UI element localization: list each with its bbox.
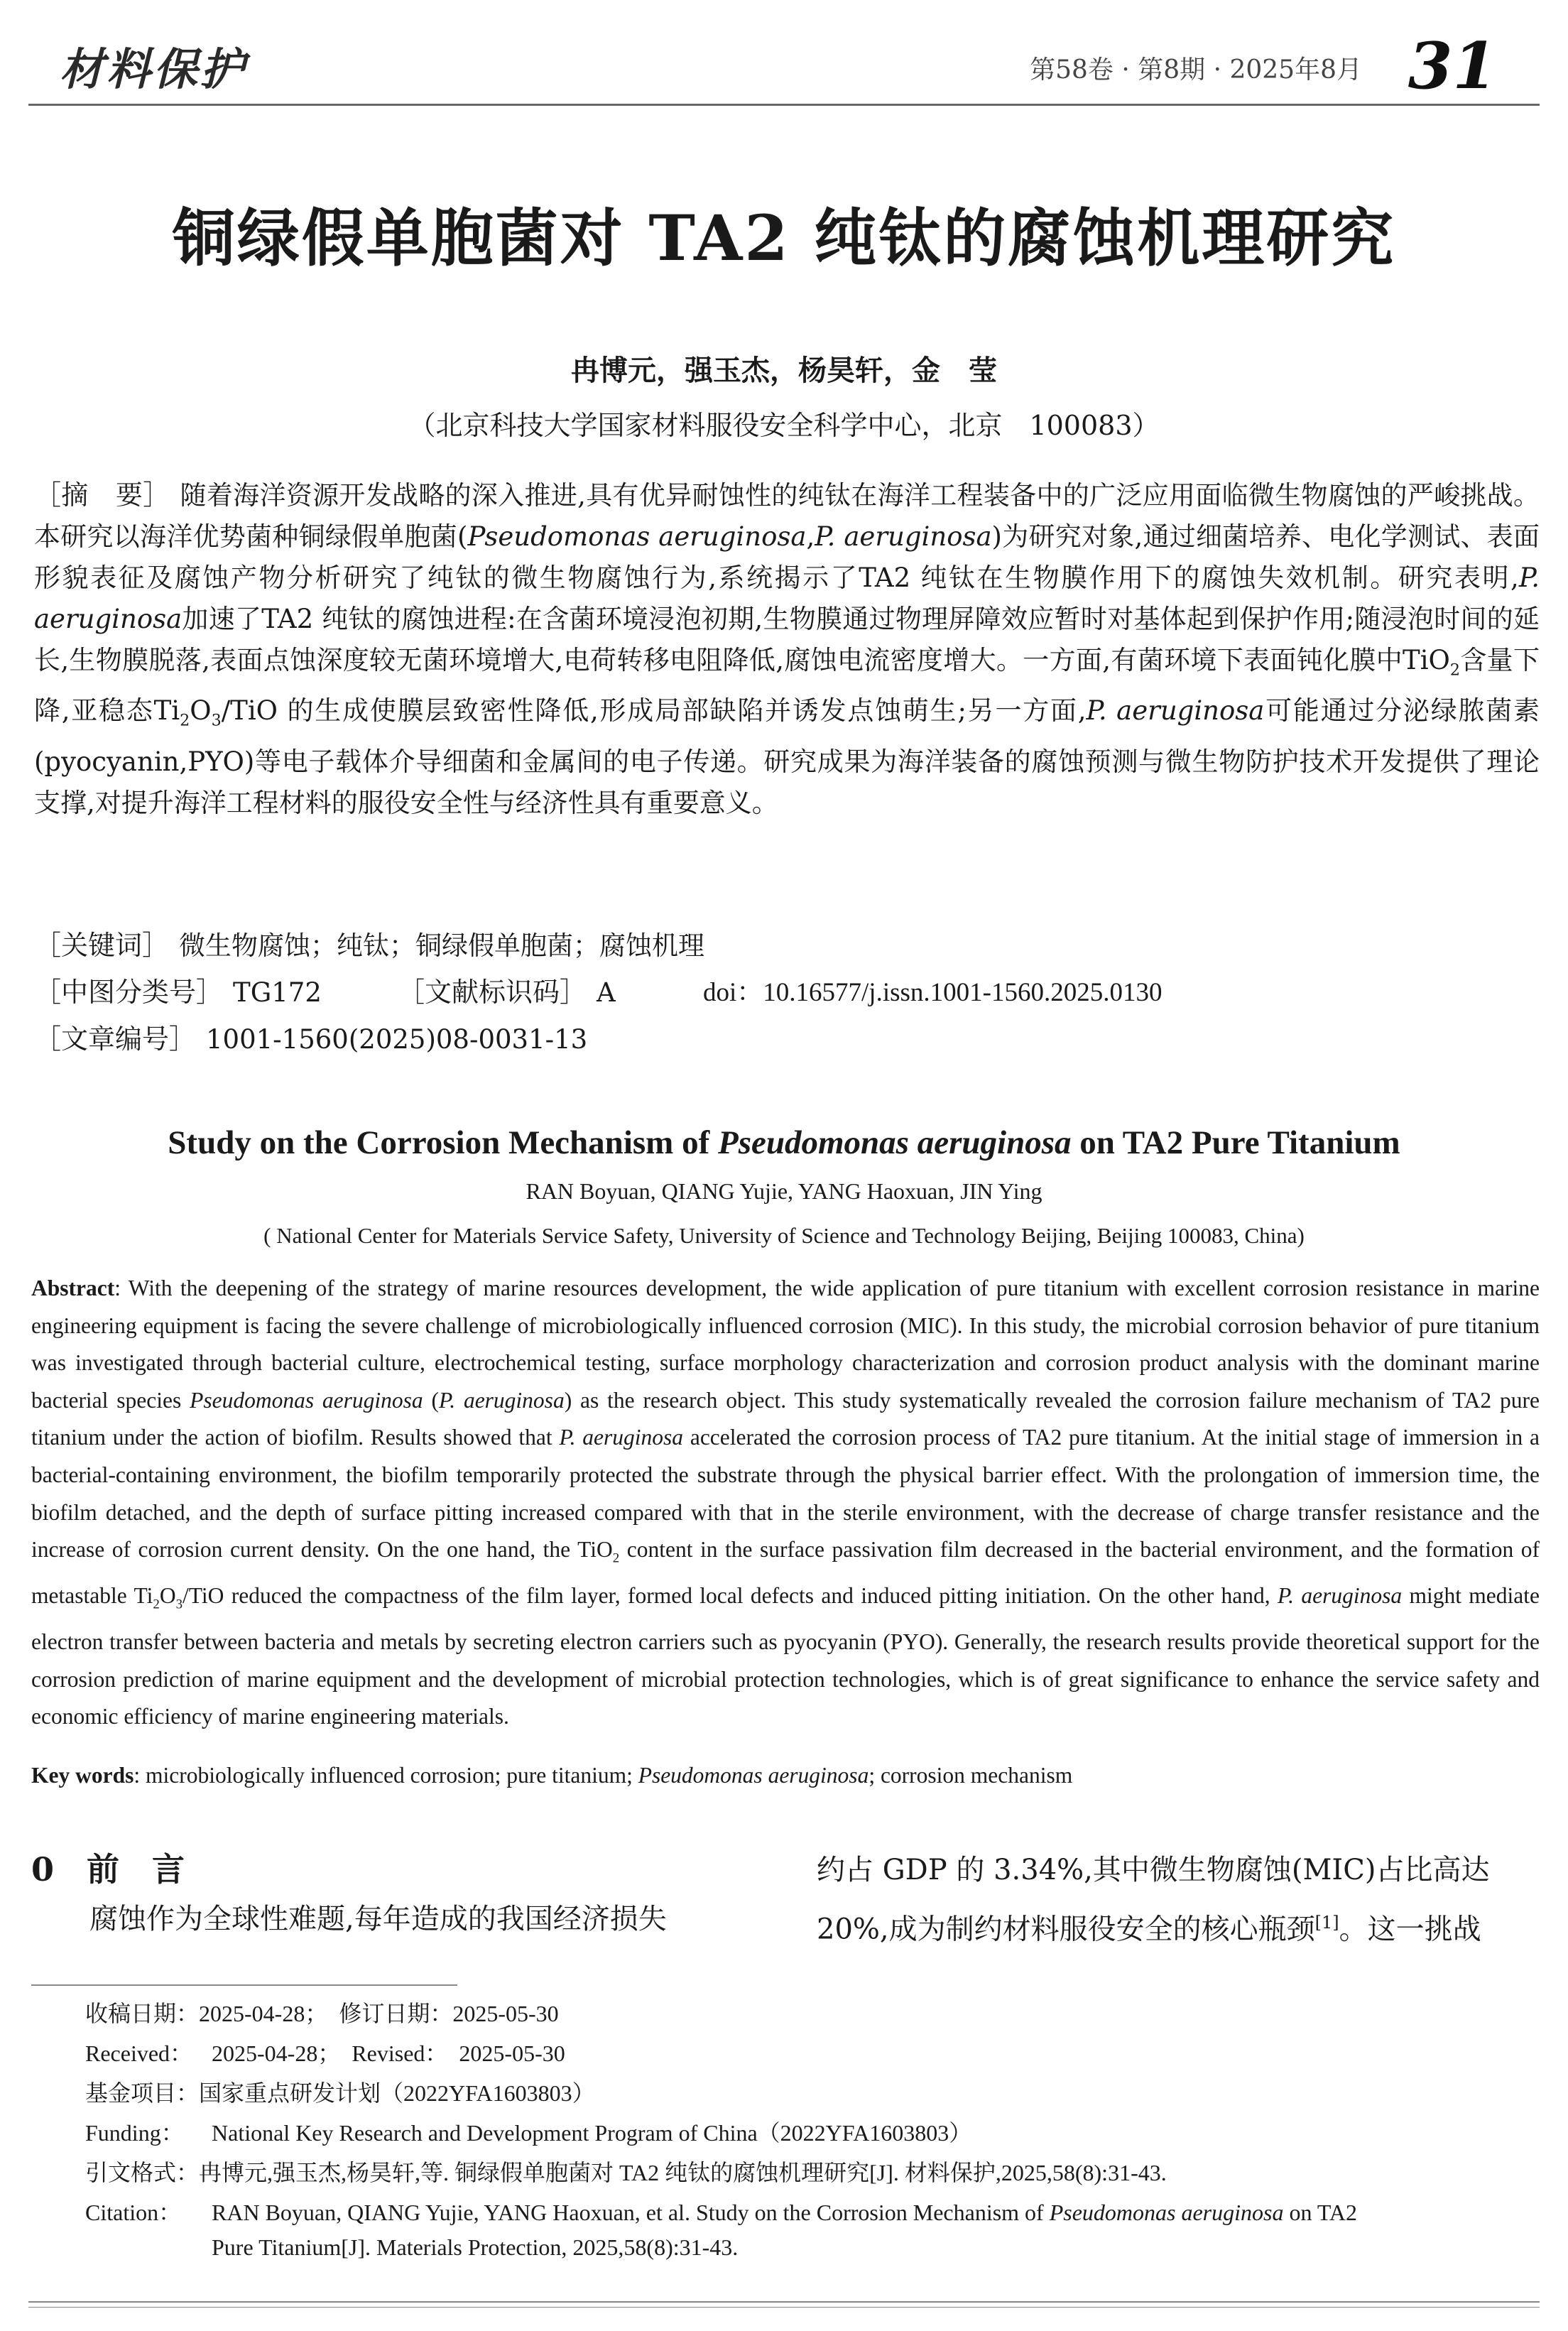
- abstract-cn-label: ［摘 要］: [34, 479, 170, 511]
- doc-code-label: ［文献标识码］: [398, 977, 587, 1008]
- intro-text-right: 约占 GDP 的 3.34%,其中微生物腐蚀(MIC)占比高达 20%,成为制约材料服役安全的核心瓶颈[1]。这一挑战: [817, 1854, 1490, 1946]
- keywords-en-label: Key words: [31, 1763, 134, 1788]
- affiliation-cn: （北京科技大学国家材料服役安全科学中心，北京 100083）: [408, 410, 1160, 441]
- page-number: 31: [1408, 28, 1497, 104]
- abstract-cn: ［摘 要］ 随着海洋资源开发战略的深入推进,具有优异耐蚀性的纯钛在海洋工程装备中的广泛应用面临微生物腐蚀的严峻挑战。本研究以海洋优势菌种铜绿假单胞菌(Pseudomonas aeruginosa,P. aeruginosa)为研究对象,通过细菌培养、电化学测试、表面形貌表征及腐蚀产物分析研究了纯钛的微生物腐蚀行为,系统揭示了TA2 纯钛在生物膜作用下的腐蚀失效机制。研究表明,P. aeruginosa加速了TA2 纯钛的腐蚀进程:在含菌环境浸泡初期,生物膜通过物理屏障效应暂时对基体起到保护作用;随浸泡时间的延长,生物膜脱落,表面点蚀深度较无菌环境增大,电荷转移电阻降低,腐蚀电流密度增大。一方面,有菌环境下表面钝化膜中TiO$_2$含量下降,亚稳态$Ti_2O_3$/TiO 的生成使膜层致密性降低,形成局部缺陷并诱发点蚀萌生;另一方面,P. aeruginosa可能通过分泌绿脓菌素(pyocyanin,PYO)等电子载体介导细菌和金属间的电子传递。研究成果为海洋装备的腐蚀预测与微生物防护技术开发提供了理论支撑,对提升海洋工程材料的服役安全性与经济性具有重要意义。: [34, 479, 1540, 818]
- keywords-en: Key words: microbiologically influenced corrosion; pure titanium; Pseudomonas aeruginosa; corrosion mechanism: [31, 1763, 1073, 1788]
- clc-label: ［中图分类号］: [34, 977, 224, 1008]
- header-rule: [28, 104, 1540, 106]
- footnote-rule: [31, 1984, 457, 1986]
- authors-en: RAN Boyuan, QIANG Yujie, YANG Haoxuan, JIN Ying: [526, 1178, 1042, 1204]
- authors-cn: 冉博元，强玉杰，杨昊轩，金 莹: [571, 354, 997, 387]
- doi[interactable]: doi：10.16577/j.issn.1001-1560.2025.0130: [703, 978, 1163, 1007]
- funding-cn: 基金项目：国家重点研发计划（2022YFA1603803）: [85, 2080, 595, 2106]
- affiliation-en: ( National Center for Materials Service Safety, University of Science and Technology Beijing, Beijing 100083, China): [263, 1223, 1305, 1248]
- citation-ref[interactable]: [1]: [1314, 1913, 1339, 1933]
- article-number-label: ［文章编号］: [34, 1023, 197, 1055]
- classification-cn: [34, 970, 322, 1009]
- abstract-en-label: Abstract: [31, 1276, 115, 1300]
- footer-rule-thin: [28, 2307, 1540, 2308]
- footer-rule: [28, 2301, 1540, 2303]
- article-number-cn: [34, 1017, 587, 1056]
- issue-info: 第58卷 · 第8期 · 2025年8月: [1030, 55, 1362, 85]
- abstract-en: Abstract: With the deepening of the strategy of marine resources development, the wide application of pure titanium with excellent corrosion resistance in marine engineering equipment is facing the severe challenge of microbiologically influenced corrosion (MIC). In this study, the microbial corrosion behavior of pure titanium was investigated through bacterial culture, electrochemical testing, surface morphology characterization and corrosion product analysis with the dominant marine bacterial species Pseudomonas aeruginosa (P. aeruginosa) as the research object. This study systematically revealed the corrosion failure mechanism of TA2 pure titanium under the action of biofilm. Results showed that P. aeruginosa accelerated the corrosion process of TA2 pure titanium. At the initial stage of immersion in a bacterial-containing environment, the biofilm temporarily protected the substrate through the physical barrier effect. With the prolongation of immersion time, the biofilm detached, and the depth of surface pitting increased compared with that in the sterile environment, with the decrease of charge transfer resistance and the increase of corrosion current density. On the one hand, the TiO$_2$ content in the surface passivation film decreased in the bacterial environment, and the formation of metastable $Ti_2O_3$/TiO reduced the compactness of the film layer, formed local defects and induced pitting initiation. On the other hand, P. aeruginosa might mediate electron transfer between bacteria and metals by secreting electron carriers such as pyocyanin (PYO). Generally, the research results provide theoretical support for the corrosion prediction of marine equipment and the development of microbial protection technologies, which is of great significance to enhance the service safety and economic efficiency of marine engineering materials.: [31, 1276, 1540, 1729]
- doc-code-cn: [398, 970, 616, 1009]
- clc-value: TG172: [233, 977, 322, 1008]
- citation-cn: 引文格式：冉博元,强玉杰,杨昊轩,等. 铜绿假单胞菌对 TA2 纯钛的腐蚀机理研究[J]. 材料保护,2025,58(8):31-43.: [85, 2160, 1167, 2185]
- received-date-en: Received： 2025-04-28； Revised： 2025-05-30: [85, 2041, 565, 2066]
- citation-en-continued: Pure Titanium[J]. Materials Protection, 2025,58(8):31-43.: [212, 2234, 739, 2260]
- keywords-cn-label: ［关键词］: [34, 930, 170, 961]
- journal-logo: 材料保护: [60, 43, 248, 95]
- intro-text-left: 腐蚀作为全球性难题,每年造成的我国经济损失: [89, 1903, 667, 1935]
- funding-en: Funding： National Key Research and Development Program of China（2022YFA1603803）: [85, 2120, 972, 2146]
- keywords-cn: ［关键词］ 微生物腐蚀；纯钛；铜绿假单胞菌；腐蚀机理: [34, 930, 705, 961]
- paper-title-en: Study on the Corrosion Mechanism of Pseudomonas aeruginosa on TA2 Pure Titanium: [168, 1124, 1400, 1161]
- received-date-cn: 收稿日期：2025-04-28； 修订日期：2025-05-30: [85, 2001, 559, 2026]
- section-heading-intro: 0 前 言: [31, 1850, 185, 1889]
- citation-en: Citation： RAN Boyuan, QIANG Yujie, YANG Haoxuan, et al. Study on the Corrosion Mechanism of Pseudomonas aeruginosa on TA2: [85, 2200, 1357, 2225]
- article-number-value: 1001-1560(2025)08-0031-13: [206, 1024, 588, 1055]
- paper-title-cn: 铜绿假单胞菌对 TA2 纯钛的腐蚀机理研究: [172, 201, 1396, 275]
- doc-code-value: A: [597, 977, 616, 1008]
